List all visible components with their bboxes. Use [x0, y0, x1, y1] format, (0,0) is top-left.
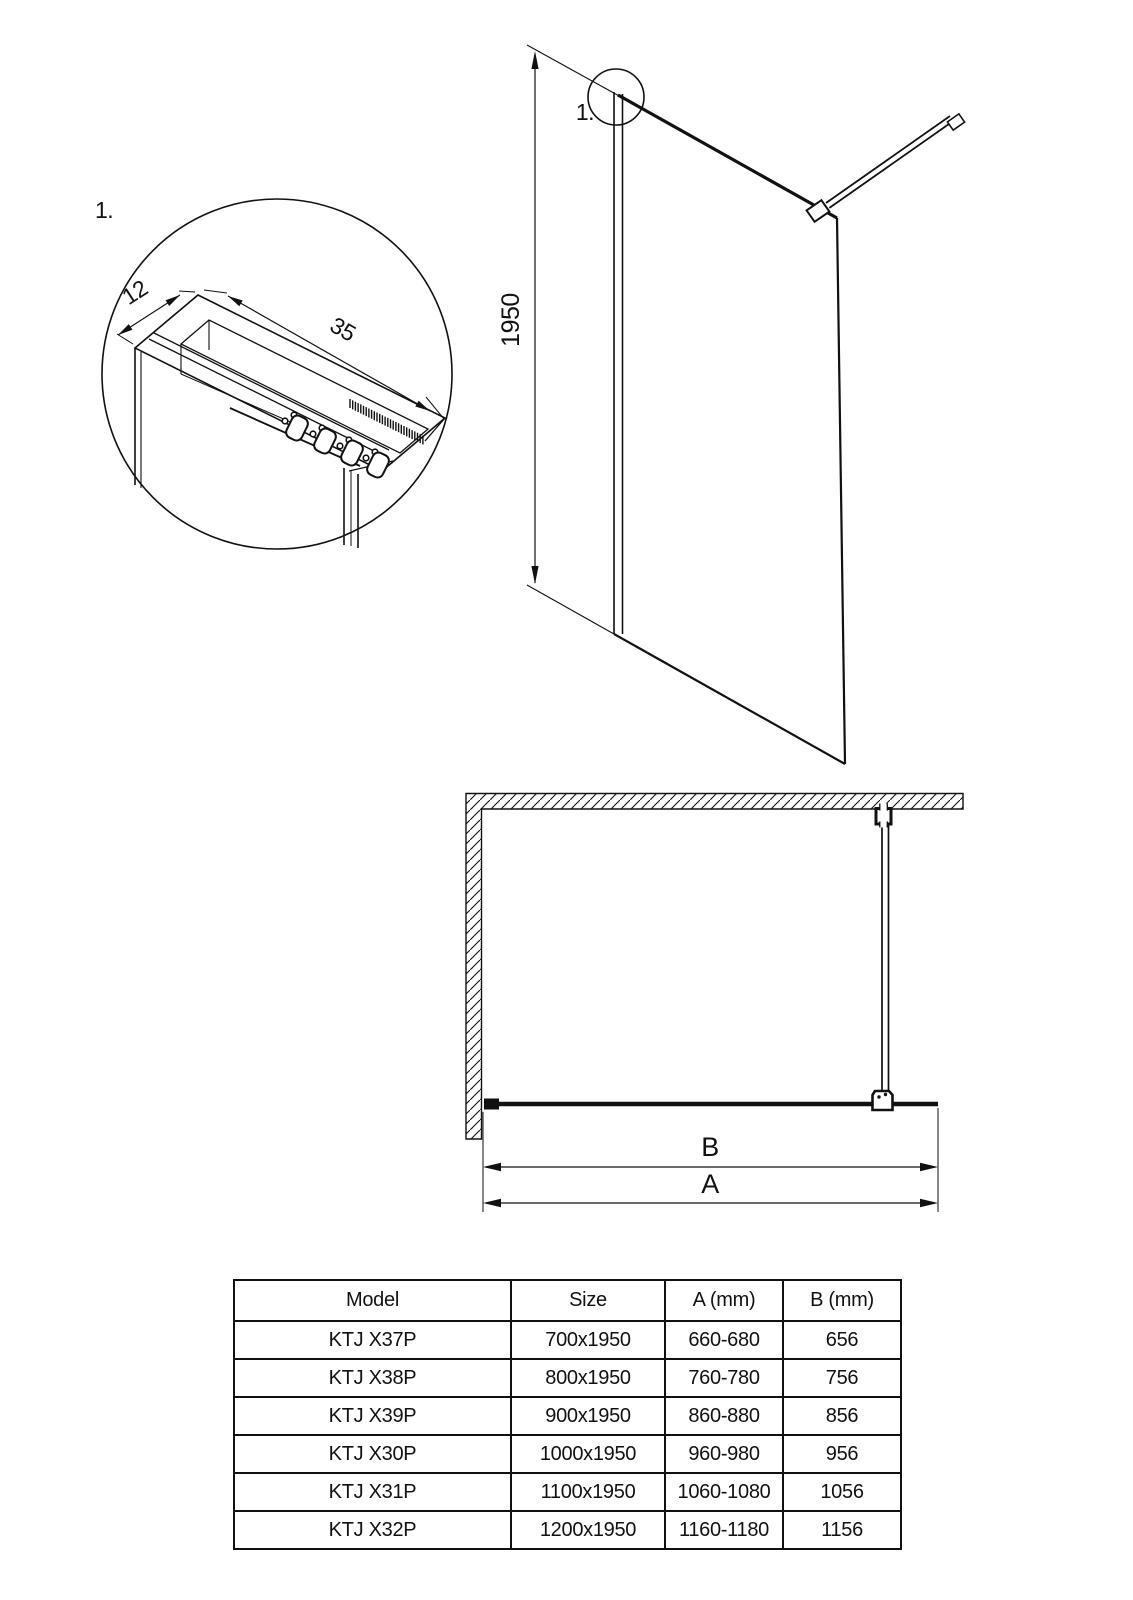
cell-model: KTJ X37P: [234, 1321, 511, 1359]
dimension-a: [483, 1169, 938, 1207]
cell-model: KTJ X39P: [234, 1397, 511, 1435]
table-row: [234, 1473, 901, 1511]
plan-view: [466, 794, 963, 1213]
elevation-height-dim: 1950: [497, 293, 525, 347]
table-row: [234, 1359, 901, 1397]
table-row: [234, 1435, 901, 1473]
cell-b: 756: [783, 1359, 901, 1397]
support-arm: [807, 114, 965, 222]
cell-model: KTJ X32P: [234, 1511, 511, 1549]
cell-a: 1160-1180: [665, 1511, 783, 1549]
cell-a: 1060-1080: [665, 1473, 783, 1511]
detail-width-dim: 12: [117, 274, 153, 310]
cell-b: 1156: [783, 1511, 901, 1549]
dimension-1950: [497, 51, 539, 584]
wall-profile-section: [135, 295, 445, 488]
cell-size: 1200x1950: [511, 1511, 665, 1549]
header-b: B (mm): [783, 1280, 901, 1321]
elevation-view: [497, 45, 965, 764]
cell-size: 800x1950: [511, 1359, 665, 1397]
plan-a-label: A: [701, 1169, 719, 1199]
glass-clamp-plan: [873, 1091, 893, 1110]
table-row: [234, 1321, 901, 1359]
cell-size: 900x1950: [511, 1397, 665, 1435]
cell-size: 1100x1950: [511, 1473, 665, 1511]
table-row: [234, 1397, 901, 1435]
cell-a: 960-980: [665, 1435, 783, 1473]
header-size: Size: [511, 1280, 665, 1321]
detail-length-dim: 35: [325, 311, 361, 347]
support-arm-plan: [876, 804, 891, 1093]
elevation-callout-label: 1.: [575, 99, 594, 125]
glass-panel: [527, 45, 845, 764]
plan-b-label: B: [701, 1132, 719, 1162]
cell-a: 660-680: [665, 1321, 783, 1359]
wall-profile: [614, 92, 623, 634]
cell-model: KTJ X38P: [234, 1359, 511, 1397]
cell-size: 1000x1950: [511, 1435, 665, 1473]
cell-model: KTJ X30P: [234, 1435, 511, 1473]
glass-panel-plan: [484, 1099, 938, 1110]
table-row: [234, 1511, 901, 1549]
cell-model: KTJ X31P: [234, 1473, 511, 1511]
cell-a: 760-780: [665, 1359, 783, 1397]
callout-circle: [588, 69, 644, 125]
table-header-row: [234, 1280, 901, 1321]
detail-callout-label: 1.: [95, 197, 114, 223]
spec-table: [233, 1279, 902, 1550]
wall-profile-plan: [484, 1099, 499, 1110]
detail-view: [95, 197, 452, 549]
header-model: Model: [234, 1280, 511, 1321]
cell-b: 856: [783, 1397, 901, 1435]
header-a: A (mm): [665, 1280, 783, 1321]
cell-b: 656: [783, 1321, 901, 1359]
cell-a: 860-880: [665, 1397, 783, 1435]
cell-size: 700x1950: [511, 1321, 665, 1359]
cell-b: 956: [783, 1435, 901, 1473]
cell-b: 1056: [783, 1473, 901, 1511]
